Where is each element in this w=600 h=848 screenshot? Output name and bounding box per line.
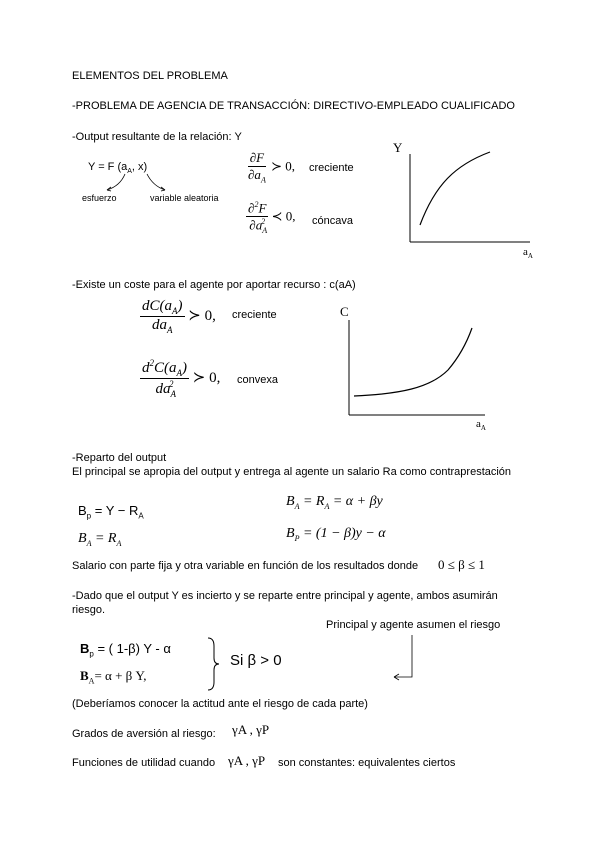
- cost-label-creciente: creciente: [232, 309, 277, 321]
- output-heading: -Output resultante de la relación: Y: [72, 131, 242, 143]
- risk-attitude: (Deberíamos conocer la actitud ante el riesgo de cada parte): [72, 698, 368, 710]
- risk-note: Principal y agente asumen el riesgo: [326, 619, 501, 631]
- eq-ba-linear: $B_A = R_A = \alpha + \beta y$: [286, 494, 383, 511]
- cost-graph-y-label: C: [340, 304, 349, 319]
- system-bp: $B_p$ = ( 1-β) Y - α: [80, 641, 171, 659]
- output-graph-y-label: Y: [393, 140, 403, 155]
- system-ba: $B_A= \alpha + \beta$ Y,: [80, 668, 147, 686]
- cost-deriv-convex: $\frac{d^2C(a_A)}{da_A^2}$ ≻ 0,: [142, 358, 221, 399]
- label-concava: cóncava: [312, 215, 353, 227]
- output-graph-x-label: $a_A$: [523, 246, 533, 260]
- cost-deriv-increasing: $\frac{dC(a_A)}{da_A}$ ≻ 0,: [142, 298, 216, 335]
- deriv-increasing: $\frac{\partial F}{\partial a_A}$ ≻ 0,: [248, 150, 295, 185]
- risk-condition: Si β > 0: [230, 652, 282, 669]
- risk-heading-line1: -Dado que el output Y es incierto y se reparte entre principal y agente, ambos asumirán: [72, 590, 498, 602]
- deriv-concave: $\frac{\partial^2F}{\partial a_A^2}$ ≺ 0,: [248, 200, 296, 236]
- label-random: variable aleatoria: [150, 193, 219, 203]
- eq-bp-linear: $B_P = (1 - \beta)y - \alpha$: [286, 526, 386, 543]
- page-subtitle: -PROBLEMA DE AGENCIA DE TRANSACCIÓN: DIRECTIVO-EMPLEADO CUALIFICADO: [72, 100, 515, 112]
- label-effort: esfuerzo: [82, 193, 117, 203]
- utility-label: Funciones de utilidad cuando: [72, 757, 216, 769]
- eq-ba: $B_A = R_A$: [78, 531, 122, 548]
- output-graph: [385, 140, 545, 265]
- cost-heading: -Existe un coste para el agente por aportar recurso : c(aA): [72, 279, 356, 291]
- cost-label-convexa: convexa: [237, 374, 278, 386]
- salary-text: Salario con parte fija y otra variable en función de los resultados donde: [72, 560, 419, 572]
- convex-curve: [354, 328, 472, 396]
- eq-bp: $B_p = Y - R_A$: [78, 503, 144, 521]
- concave-curve: [420, 152, 490, 225]
- aversion-label: Grados de aversión al riesgo:: [72, 728, 216, 740]
- cost-graph-x-label: $a_A$: [476, 418, 486, 432]
- right-brace: [206, 636, 222, 692]
- risk-arrow: [390, 633, 420, 681]
- salary-condition: 0 ≤ β ≤ 1: [438, 557, 485, 572]
- output-formula: Y = F ($a_A$, x): [88, 161, 148, 176]
- cost-graph: [330, 300, 500, 435]
- utility-tail: son constantes: equivalentes ciertos: [278, 757, 456, 769]
- risk-heading-line2: riesgo.: [72, 604, 106, 616]
- aversion-symbols: γA , γP: [232, 722, 270, 737]
- reparto-description: El principal se apropia del output y entrega al agente un salario Ra como contraprestación: [72, 466, 512, 478]
- page-title: ELEMENTOS DEL PROBLEMA: [72, 70, 228, 82]
- formula-arrows: [95, 172, 175, 194]
- reparto-heading: -Reparto del output: [72, 452, 167, 464]
- utility-symbols: γA , γP: [228, 753, 266, 768]
- label-creciente: creciente: [309, 162, 354, 174]
